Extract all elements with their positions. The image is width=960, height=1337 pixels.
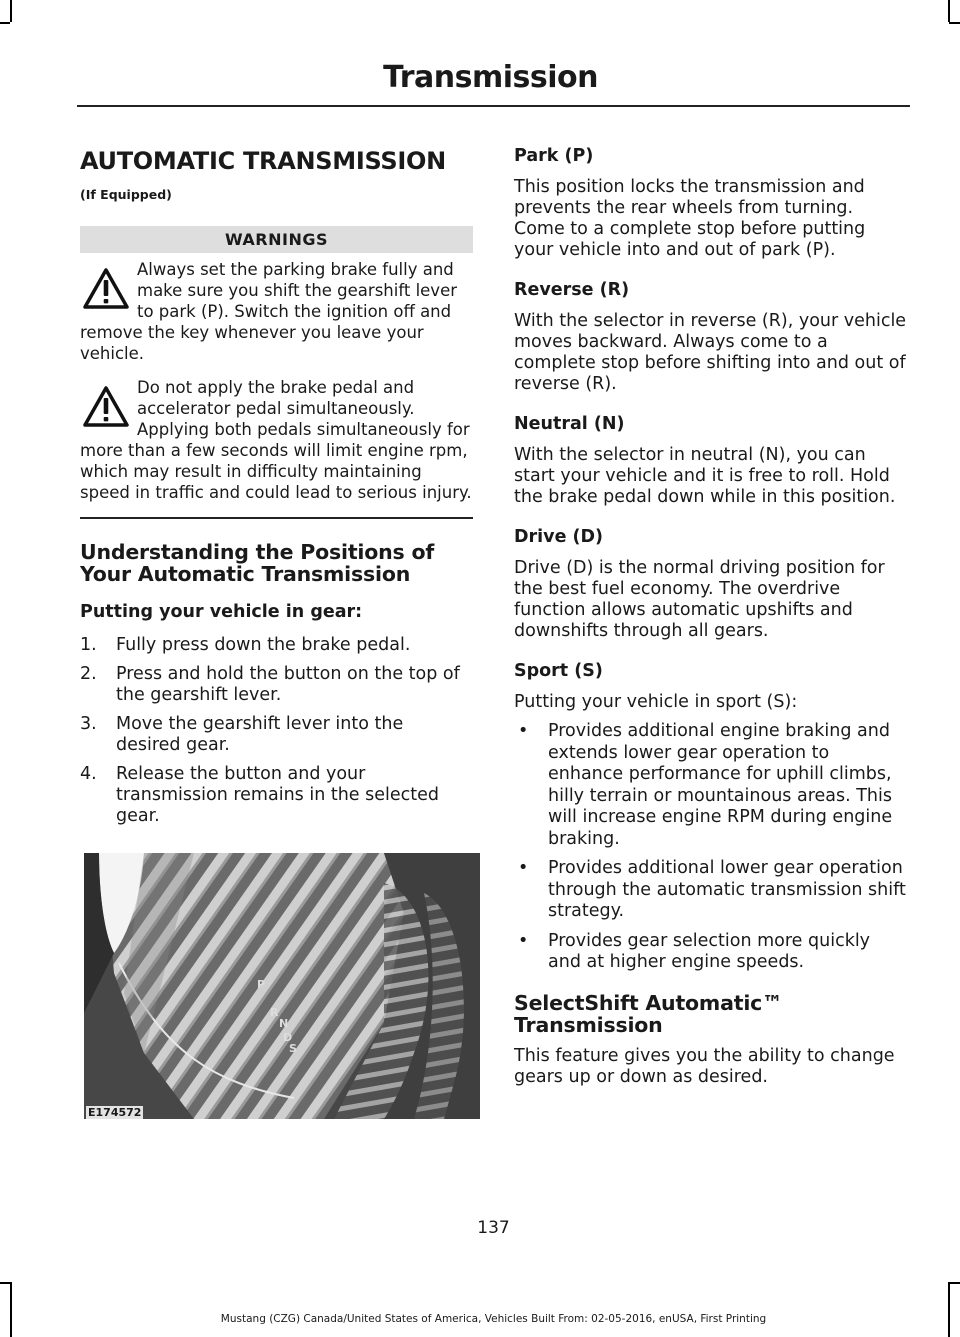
page-number: 137 xyxy=(477,1218,510,1238)
main-heading: AUTOMATIC TRANSMISSION xyxy=(80,147,446,175)
neutral-section xyxy=(514,413,907,508)
drive-heading: Drive (D) xyxy=(514,527,604,547)
gear-letter: S xyxy=(289,1042,297,1055)
gear-letter: P xyxy=(257,978,266,991)
list-item: 3. Move the gearshift lever into the desired gear. xyxy=(80,713,404,755)
warning-text: Always set the parking brake fully and make sure you shift the gearshift lever to park (P). Switch the ignition off and remove the key whenever you leave your vehicle. xyxy=(80,260,458,363)
list-item: 1. Fully press down the brake pedal. xyxy=(80,634,411,655)
gear-letter: N xyxy=(279,1017,289,1030)
gearshift-photo xyxy=(84,853,480,1119)
sport-section xyxy=(514,660,907,974)
gearshift-illustration xyxy=(84,853,480,1119)
warning-triangle-icon xyxy=(80,379,132,435)
warnings-divider xyxy=(80,517,473,519)
list-item: 4. Release the button and your transmission remains in the selected gear. xyxy=(80,763,440,826)
sport-bullets xyxy=(514,721,907,974)
right-column xyxy=(514,145,907,1088)
list-item: 2. Press and hold the button on the top of the gearshift lever. xyxy=(80,663,460,705)
crop-mark xyxy=(10,1282,12,1337)
park-text: This position locks the transmission and prevents the rear wheels from turning. Come to a complete stop before putting your vehicle into and out of park (P). xyxy=(514,177,866,260)
left-column xyxy=(80,145,473,835)
crop-mark xyxy=(949,1282,960,1284)
sport-heading: Sport (S) xyxy=(514,661,603,681)
neutral-text: With the selector in neutral (N), you can start your vehicle and it is free to roll. Hold the brake pedal down while in this position. xyxy=(514,445,896,507)
drive-section xyxy=(514,526,907,642)
crop-mark xyxy=(948,0,950,22)
header-divider xyxy=(77,105,910,107)
warning-item xyxy=(80,377,473,503)
if-equipped-note: (If Equipped) xyxy=(80,187,172,202)
crop-mark xyxy=(0,22,10,24)
steps-heading: Putting your vehicle in gear: xyxy=(80,601,363,622)
reverse-heading: Reverse (R) xyxy=(514,280,630,300)
image-code: E174572 xyxy=(88,1106,142,1119)
gear-letter: D xyxy=(283,1031,293,1044)
crop-mark xyxy=(949,22,960,24)
section-title: Transmission xyxy=(383,60,598,95)
steps-list xyxy=(80,635,473,827)
warning-text: Do not apply the brake pedal and accelerator pedal simultaneously. Applying both pedals simultaneously for more than a few seconds will limit engine rpm, which may result in difficulty maintaining speed in traffic and could lead to serious injury. xyxy=(80,378,472,502)
sport-intro: Putting your vehicle in sport (S): xyxy=(514,692,798,712)
selectshift-section xyxy=(514,992,907,1088)
crop-mark xyxy=(948,1282,950,1337)
selectshift-heading: SelectShift Automatic™ Transmission xyxy=(514,990,783,1037)
footer-text: Mustang (CZG) Canada/United States of America, Vehicles Built From: 02-05-2016, enUSA, First Printing xyxy=(220,1313,767,1325)
park-section xyxy=(514,145,907,261)
park-heading: Park (P) xyxy=(514,146,594,166)
drive-text: Drive (D) is the normal driving position for the best fuel economy. The overdrive function allows automatic upshifts and downshifts through all gears. xyxy=(514,558,885,641)
warnings-title: WARNINGS xyxy=(80,226,473,253)
list-item: • Provides additional lower gear operation through the automatic transmission shift strategy. xyxy=(518,858,906,921)
list-item: • Provides additional engine braking and extends lower gear operation to enhance performance for uphill climbs, hilly terrain or mountainous areas. This will increase engine RPM during engine braking. xyxy=(518,721,893,849)
crop-mark xyxy=(10,0,12,22)
positions-heading: Understanding the Positions of Your Automatic Transmission xyxy=(80,539,435,586)
list-item: • Provides gear selection more quickly and at higher engine speeds. xyxy=(518,930,871,972)
warning-triangle-icon xyxy=(80,261,132,317)
selectshift-text: This feature gives you the ability to change gears up or down as desired. xyxy=(514,1045,895,1087)
crop-mark xyxy=(0,1282,10,1284)
gear-letter: R xyxy=(270,1006,279,1019)
warning-item xyxy=(80,259,473,364)
reverse-text: With the selector in reverse (R), your vehicle moves backward. Always come to a complete stop before shifting into and out of reverse (R). xyxy=(514,311,907,394)
reverse-section xyxy=(514,279,907,395)
neutral-heading: Neutral (N) xyxy=(514,414,625,434)
